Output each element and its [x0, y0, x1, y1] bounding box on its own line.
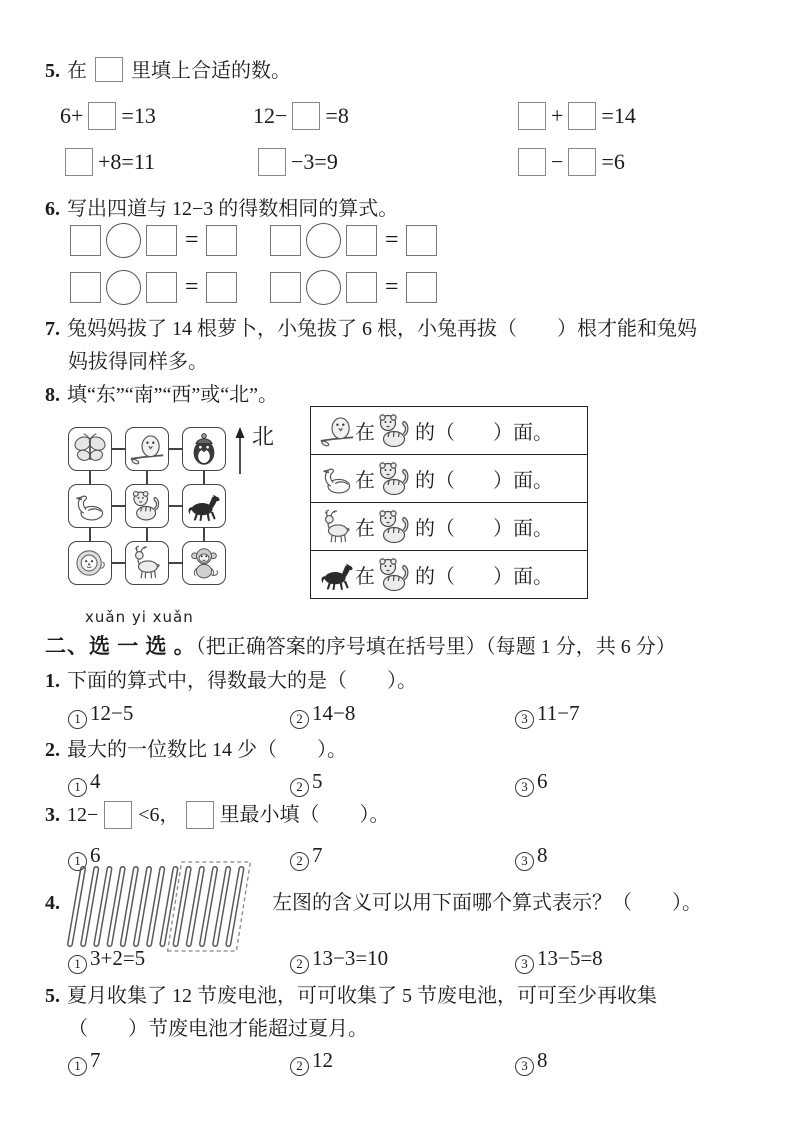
q5-header — [45, 56, 291, 86]
answer-box[interactable] — [186, 801, 214, 829]
grid-connector — [89, 528, 91, 541]
grid-cell-swan — [68, 484, 112, 528]
grid-connector — [112, 562, 125, 564]
q6-result-box[interactable] — [406, 272, 437, 303]
grid-cell-monkey — [182, 541, 226, 585]
section2-pinyin: xuǎn yi xuǎn — [85, 608, 194, 626]
q5-equation — [253, 148, 338, 176]
mc5-option-1[interactable] — [68, 1048, 101, 1076]
circled-number-icon: 3 — [515, 955, 534, 974]
q5-equation — [253, 102, 349, 130]
answer-box[interactable] — [88, 102, 116, 130]
north-indicator — [231, 426, 274, 476]
north-label: 北 — [252, 424, 275, 449]
circled-number-icon: 1 — [68, 852, 87, 871]
q7-line2 — [68, 347, 208, 377]
grid-connector — [203, 528, 205, 541]
q6-prompt: 写出四道与 12−3 的得数相同的算式。 — [67, 198, 399, 220]
q6-operand-box[interactable] — [270, 225, 301, 256]
circled-number-icon: 3 — [515, 778, 534, 797]
penguin-icon — [186, 431, 222, 467]
horse-icon — [319, 557, 355, 593]
q8-prompt: 填“东”“南”“西”或“北”。 — [67, 384, 279, 406]
close-paren-mian: ）面。 — [493, 470, 553, 492]
option-value: 8 — [537, 1048, 548, 1072]
grid-cell-butterfly — [68, 427, 112, 471]
circled-number-icon: 2 — [290, 710, 309, 729]
mc2-option-2[interactable] — [290, 769, 323, 797]
q6-expression-blank — [70, 270, 242, 305]
zai-text: 在 — [355, 566, 375, 588]
q6-operand-box[interactable] — [346, 225, 377, 256]
q5-header-blank-box[interactable] — [95, 57, 123, 82]
tiger-icon — [375, 507, 415, 547]
grid-cell-goat — [125, 541, 169, 585]
circled-number-icon: 2 — [290, 1057, 309, 1076]
circled-number-icon: 3 — [515, 1057, 534, 1076]
close-paren-mian: ）面。 — [493, 422, 553, 444]
grid-connector — [169, 505, 182, 507]
mc3-prompt-text: 里最小填（ ）。 — [219, 804, 390, 826]
lion-icon — [72, 545, 108, 581]
option-value: 7 — [312, 843, 323, 867]
equation-text: −3=9 — [291, 149, 338, 174]
mc-question-1 — [45, 666, 417, 696]
horse-icon — [186, 488, 222, 524]
de-open-paren: 的（ — [415, 470, 455, 492]
grid-connector — [169, 562, 182, 564]
q6-operator-circle[interactable] — [106, 223, 141, 258]
option-value: 5 — [312, 769, 323, 793]
option-value: 3+2=5 — [90, 946, 146, 970]
mc3-option-3[interactable] — [515, 843, 548, 871]
de-open-paren: 的（ — [415, 566, 455, 588]
swan-icon — [319, 461, 355, 497]
sticks-image — [60, 856, 275, 956]
grid-connector — [89, 471, 91, 484]
q6-expression-blank — [270, 223, 442, 258]
circled-number-icon: 3 — [515, 852, 534, 871]
equals-sign: = — [185, 227, 199, 253]
answer-box[interactable] — [568, 148, 596, 176]
mc5-option-2[interactable] — [290, 1048, 333, 1076]
tiger-icon — [129, 488, 165, 524]
circled-number-icon: 2 — [290, 955, 309, 974]
swan-icon — [72, 488, 108, 524]
mc3-number: 3. — [45, 804, 60, 826]
circled-number-icon: 3 — [515, 710, 534, 729]
mc1-option-3[interactable] — [515, 701, 580, 729]
option-value: 4 — [90, 769, 101, 793]
q6-result-box[interactable] — [206, 272, 237, 303]
option-value: 12 — [312, 1048, 333, 1072]
q6-operator-circle[interactable] — [306, 270, 341, 305]
mc3-prompt-text: <6， — [138, 804, 180, 826]
q7-line1 — [45, 314, 697, 344]
q6-operand-box[interactable] — [146, 225, 177, 256]
close-paren-mian: ）面。 — [493, 518, 553, 540]
answer-box[interactable] — [104, 801, 132, 829]
q6-operand-box[interactable] — [346, 272, 377, 303]
q6-operand-box[interactable] — [70, 225, 101, 256]
circled-number-icon: 1 — [68, 955, 87, 974]
tiger-icon — [375, 411, 415, 451]
equation-text: =6 — [601, 149, 625, 174]
grid-connector — [169, 448, 182, 450]
q6-expression-blank — [70, 223, 242, 258]
equation-text: − — [551, 149, 564, 174]
q5-prompt-post: 里填上合适的数。 — [131, 60, 291, 82]
option-value: 13−3=10 — [312, 946, 389, 970]
option-value: 6 — [90, 843, 101, 867]
q5-equation — [513, 148, 625, 176]
grid-connector — [112, 505, 125, 507]
north-arrow-icon — [231, 426, 249, 476]
q5-equation — [60, 148, 155, 176]
q7-text2: 妈拔得同样多。 — [68, 351, 208, 373]
mc4-prompt: 左图的含义可以用下面哪个算式表示？（ ）。 — [272, 892, 702, 914]
equation-text: =14 — [601, 103, 636, 128]
grid-connector — [146, 528, 148, 541]
option-value: 13−5=8 — [537, 946, 603, 970]
direction-sentence-row — [311, 454, 587, 502]
equation-text: +8=11 — [98, 149, 155, 174]
circled-number-icon: 1 — [68, 778, 87, 797]
circled-number-icon: 1 — [68, 1057, 87, 1076]
q6-operator-circle[interactable] — [306, 223, 341, 258]
goat-icon — [129, 545, 165, 581]
grid-cell-lion — [68, 541, 112, 585]
mc4-option-3[interactable] — [515, 946, 603, 974]
mc-question-5 — [45, 981, 657, 1011]
mc1-prompt: 下面的算式中，得数最大的是（ ）。 — [67, 670, 417, 692]
animal-position-grid — [68, 427, 226, 585]
mc-question-4 — [272, 888, 702, 918]
mc3-prompt-text: 12− — [67, 804, 99, 826]
zai-text: 在 — [355, 518, 375, 540]
circled-number-icon: 1 — [68, 710, 87, 729]
zai-text: 在 — [355, 470, 375, 492]
mc3-prompt — [67, 804, 390, 826]
option-value: 11−7 — [537, 701, 580, 725]
answer-box[interactable] — [65, 148, 93, 176]
equation-text: 6+ — [60, 103, 84, 128]
mc1-option-1[interactable] — [68, 701, 133, 729]
q6-operator-circle[interactable] — [106, 270, 141, 305]
q8-number: 8. — [45, 384, 60, 406]
q5-prompt-pre: 在 — [67, 60, 87, 82]
bird-icon — [129, 431, 165, 467]
mc2-option-3[interactable] — [515, 769, 548, 797]
tiger-icon — [375, 555, 415, 595]
tiger-icon — [375, 459, 415, 499]
option-value: 12−5 — [90, 701, 134, 725]
goat-icon — [319, 509, 355, 545]
grid-cell-penguin — [182, 427, 226, 471]
mc3-option-1[interactable] — [68, 843, 101, 871]
grid-cell-bird — [125, 427, 169, 471]
section2-header — [45, 631, 676, 662]
option-value: 6 — [537, 769, 548, 793]
answer-box[interactable] — [258, 148, 286, 176]
q6-operand-box[interactable] — [270, 272, 301, 303]
option-value: 7 — [90, 1048, 101, 1072]
q6-result-box[interactable] — [206, 225, 237, 256]
q6-result-box[interactable] — [406, 225, 437, 256]
q5-number: 5. — [45, 60, 60, 82]
mc5-line1: 夏月收集了 12 节废电池，可可收集了 5 节废电池，可可至少再收集 — [67, 985, 657, 1007]
mc-question-3 — [45, 800, 390, 830]
q6-operand-box[interactable] — [70, 272, 101, 303]
mc2-option-1[interactable] — [68, 769, 101, 797]
equation-text: 12− — [253, 103, 288, 128]
q5-equation — [513, 102, 636, 130]
q7-number: 7. — [45, 318, 60, 340]
close-paren-mian: ）面。 — [493, 566, 553, 588]
de-open-paren: 的（ — [415, 422, 455, 444]
option-value: 14−8 — [312, 701, 356, 725]
mc5-number: 5. — [45, 985, 60, 1007]
q6-header — [45, 194, 398, 224]
grid-connector — [203, 471, 205, 484]
q6-expression-blank — [270, 270, 442, 305]
mc-question-2 — [45, 735, 347, 765]
equals-sign: = — [385, 274, 399, 300]
equation-text: =13 — [121, 103, 156, 128]
answer-box[interactable] — [518, 102, 546, 130]
answer-box[interactable] — [568, 102, 596, 130]
q8-header — [45, 380, 278, 410]
zai-text: 在 — [355, 422, 375, 444]
q5-equation — [60, 102, 156, 130]
q6-operand-box[interactable] — [146, 272, 177, 303]
section2-subtitle: （把正确答案的序号填在括号里）（每题 1 分，共 6 分） — [195, 636, 676, 658]
answer-box[interactable] — [518, 148, 546, 176]
mc5-line2-wrap — [68, 1014, 368, 1044]
direction-sentence-row — [311, 407, 587, 454]
mc4-option-1[interactable] — [68, 946, 145, 974]
mc2-prompt: 最大的一位数比 14 少（ ）。 — [67, 739, 347, 761]
direction-sentence-row — [311, 550, 587, 598]
butterfly-icon — [72, 431, 108, 467]
mc5-option-3[interactable] — [515, 1048, 548, 1076]
grid-cell-tiger — [125, 484, 169, 528]
q7-text1: 兔妈妈拔了 14 根萝卜，小兔拔了 6 根，小兔再拔（ ）根才能和兔妈 — [67, 318, 697, 340]
equation-text: + — [551, 103, 564, 128]
mc4-option-2[interactable] — [290, 946, 388, 974]
circled-number-icon: 2 — [290, 852, 309, 871]
mc1-number: 1. — [45, 670, 60, 692]
direction-sentence-row — [311, 502, 587, 550]
mc2-number: 2. — [45, 739, 60, 761]
mc4-number: 4. — [45, 892, 60, 914]
mc3-option-2[interactable] — [290, 843, 323, 871]
grid-connector — [146, 471, 148, 484]
equation-text: =8 — [325, 103, 349, 128]
section2-title: 二、选 一 选 。 — [45, 634, 196, 658]
grid-cell-horse — [182, 484, 226, 528]
equals-sign: = — [185, 274, 199, 300]
mc1-option-2[interactable] — [290, 701, 355, 729]
grid-connector — [112, 448, 125, 450]
bird-icon — [319, 413, 355, 449]
option-value: 8 — [537, 843, 548, 867]
direction-sentence-panel — [310, 406, 588, 599]
equals-sign: = — [385, 227, 399, 253]
circled-number-icon: 2 — [290, 778, 309, 797]
mc5-line2: （ ）节废电池才能超过夏月。 — [68, 1018, 368, 1040]
de-open-paren: 的（ — [415, 518, 455, 540]
monkey-icon — [186, 545, 222, 581]
answer-box[interactable] — [292, 102, 320, 130]
q6-number: 6. — [45, 198, 60, 220]
